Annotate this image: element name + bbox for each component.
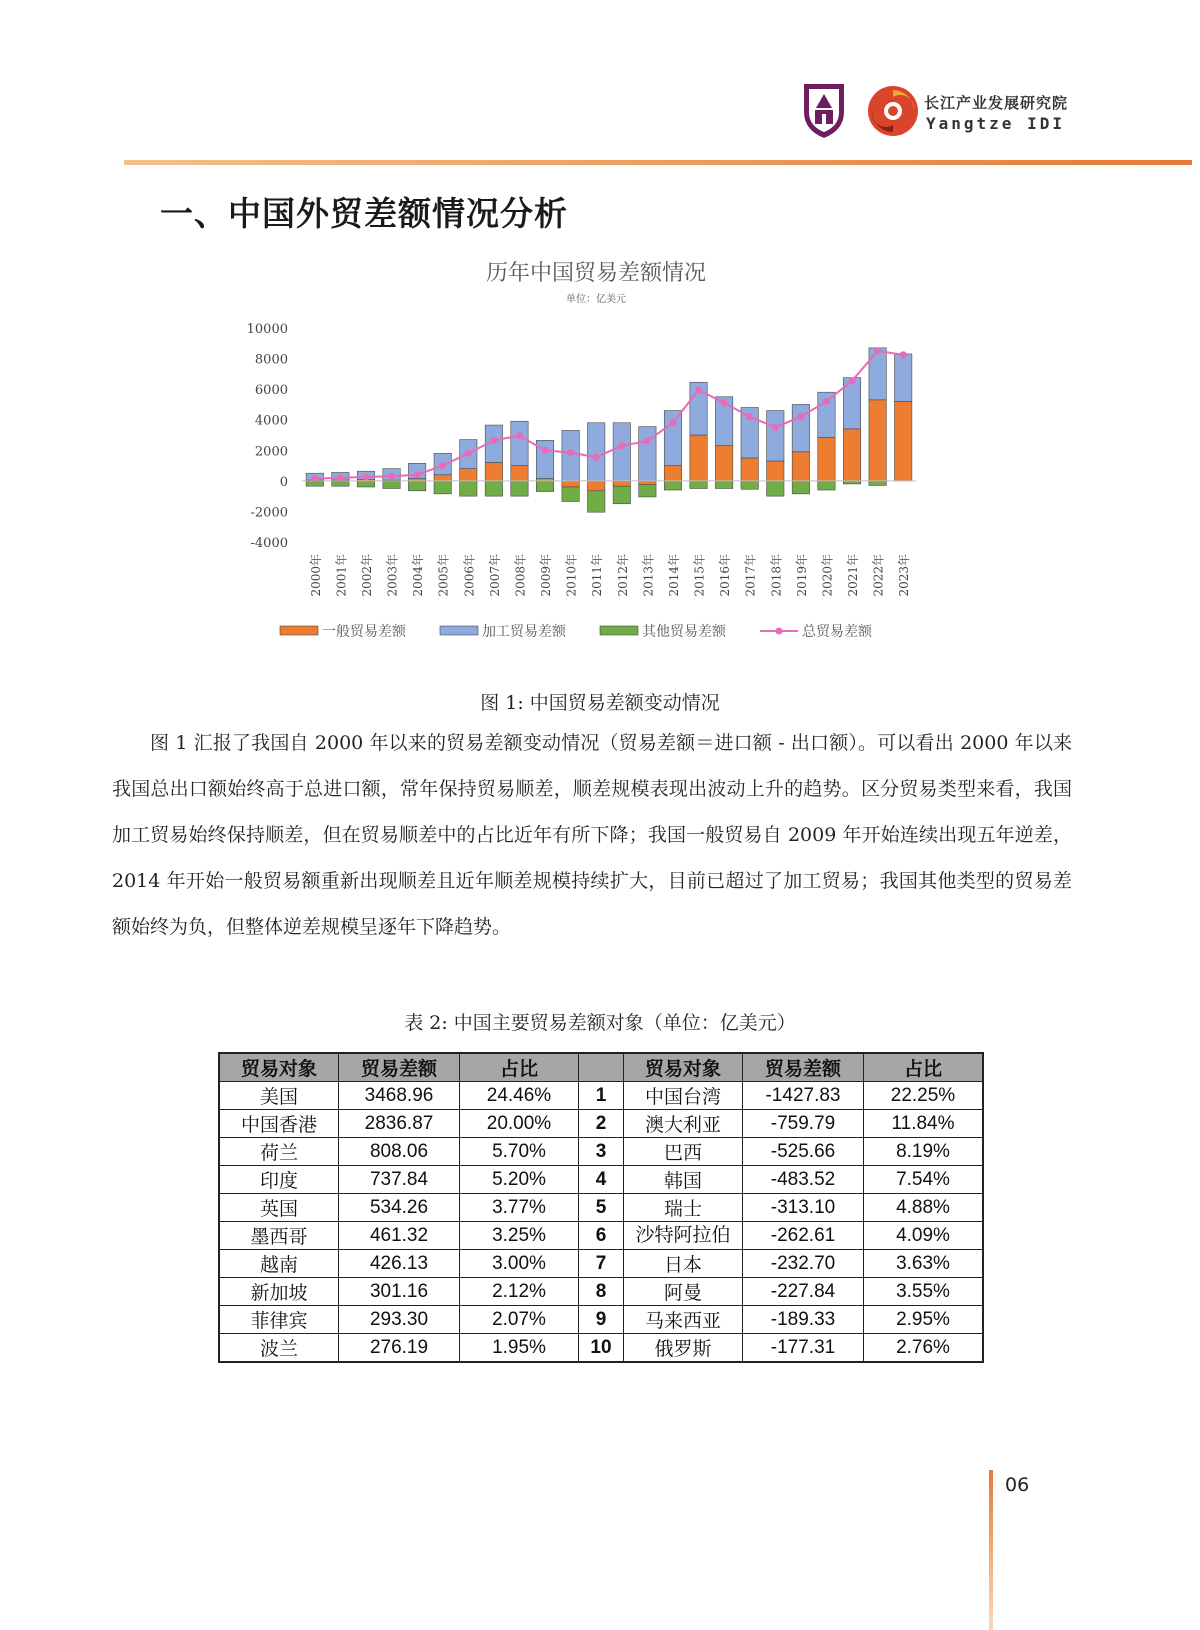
line-point [900, 351, 907, 358]
table-cell: 808.06 [339, 1138, 460, 1166]
table-header-row [219, 1053, 983, 1082]
bar-segment [895, 401, 912, 480]
table-cell: -1427.83 [743, 1082, 864, 1110]
bar-segment [511, 481, 528, 496]
x-tick-label: 2006年 [462, 554, 477, 597]
institute-name-cn: 长江产业发展研究院 [924, 94, 1069, 112]
table-cell: 737.84 [339, 1166, 460, 1194]
bar-segment [434, 475, 451, 481]
table-body [219, 1082, 983, 1363]
table-cell: 菲律宾 [219, 1306, 339, 1334]
table-cell: 6 [579, 1222, 624, 1250]
table-cell: 瑞士 [624, 1194, 743, 1222]
table-row [219, 1306, 983, 1334]
bar-segment [562, 487, 579, 502]
bar-segment [511, 466, 528, 481]
line-point [542, 447, 549, 454]
table-cell: 俄罗斯 [624, 1334, 743, 1363]
table-cell: 5 [579, 1194, 624, 1222]
bar-segment [639, 485, 656, 497]
bar-segment [639, 481, 656, 485]
bar-segment [485, 463, 502, 481]
line-point [414, 471, 421, 478]
table-cell: 4 [579, 1166, 624, 1194]
bar-segment [511, 421, 528, 465]
bar-segment [639, 427, 656, 481]
yangtze-idi-logo-icon [866, 84, 920, 138]
legend-label: 总贸易差额 [802, 624, 872, 640]
x-tick-label: 2020年 [820, 554, 835, 597]
bar-segment [843, 429, 860, 481]
table-cell: 美国 [219, 1082, 339, 1110]
table-cell: 2 [579, 1110, 624, 1138]
y-tick-label: 6000 [254, 383, 288, 399]
table-cell: 3468.96 [339, 1082, 460, 1110]
table-cell: 2.95% [864, 1306, 984, 1334]
bar-segment [613, 423, 630, 481]
bar-segment [767, 461, 784, 481]
line-point [439, 462, 446, 469]
x-tick-label: 2009年 [539, 554, 554, 597]
bar-segment [690, 435, 707, 481]
line-point [337, 474, 344, 481]
total-balance-line [311, 347, 906, 482]
table-cell: 461.32 [339, 1222, 460, 1250]
bar-segment [664, 466, 681, 481]
table-cell: -232.70 [743, 1250, 864, 1278]
section-title: 一、中国外贸差额情况分析 [160, 194, 568, 233]
table-cell: -262.61 [743, 1222, 864, 1250]
x-tick-label: 2005年 [436, 554, 451, 597]
line-point [797, 413, 804, 420]
table-header-cell: 贸易差额 [743, 1053, 864, 1082]
line-point [618, 442, 625, 449]
line-point [516, 432, 523, 439]
page-number-rule [989, 1470, 993, 1630]
bar-segment [664, 481, 681, 490]
table-cell: 4.88% [864, 1194, 984, 1222]
x-tick-label: 2003年 [385, 554, 400, 597]
series-line [315, 351, 903, 479]
x-tick-label: 2019年 [794, 554, 809, 597]
line-point [772, 424, 779, 431]
bar-segment [357, 481, 374, 487]
line-point [593, 454, 600, 461]
y-tick-label: 4000 [254, 413, 288, 429]
table-row [219, 1110, 983, 1138]
bar-segment [715, 481, 732, 489]
legend-swatch [600, 626, 638, 635]
bar-segment [664, 411, 681, 466]
bar-segment [588, 481, 605, 491]
table-cell: -483.52 [743, 1166, 864, 1194]
table-cell: -525.66 [743, 1138, 864, 1166]
page-number: 06 [1005, 1474, 1030, 1496]
x-tick-label: 2014年 [666, 554, 681, 597]
table-cell: 293.30 [339, 1306, 460, 1334]
table-row [219, 1250, 983, 1278]
bar-segment [383, 481, 400, 489]
table-cell: 7 [579, 1250, 624, 1278]
x-tick-label: 2023年 [897, 554, 912, 597]
bar-segment [613, 486, 630, 504]
table-cell: 3.63% [864, 1250, 984, 1278]
x-tick-label: 2022年 [871, 554, 886, 597]
table-cell: 巴西 [624, 1138, 743, 1166]
table-cell: 印度 [219, 1166, 339, 1194]
table-cell: 1.95% [460, 1334, 579, 1363]
bar-segment [485, 481, 502, 496]
x-tick-label: 2016年 [718, 554, 733, 597]
x-tick-label: 2007年 [487, 554, 502, 597]
table-cell: 韩国 [624, 1166, 743, 1194]
x-tick-label: 2021年 [846, 554, 861, 597]
table-cell: 534.26 [339, 1194, 460, 1222]
bar-segment [767, 481, 784, 496]
table-cell: 11.84% [864, 1110, 984, 1138]
figure-caption: 图 1: 中国贸易差额变动情况 [480, 692, 720, 714]
line-point [849, 377, 856, 384]
y-tick-label: -2000 [250, 505, 288, 521]
legend-label: 加工贸易差额 [482, 624, 566, 640]
line-point [695, 386, 702, 393]
table-header-cell: 占比 [460, 1053, 579, 1082]
table-cell: 新加坡 [219, 1278, 339, 1306]
bar-segment [460, 481, 477, 496]
bar-segment [588, 423, 605, 481]
line-point [721, 399, 728, 406]
table-cell: 8.19% [864, 1138, 984, 1166]
table-row [219, 1138, 983, 1166]
x-tick-label: 2017年 [743, 554, 758, 597]
header-divider [124, 160, 1192, 165]
table-cell: -189.33 [743, 1306, 864, 1334]
table-cell: 沙特阿拉伯 [624, 1222, 743, 1250]
line-point [746, 413, 753, 420]
table-cell: 澳大利亚 [624, 1110, 743, 1138]
header-logos [800, 80, 1100, 144]
bar-segment [332, 481, 349, 486]
table-cell: 7.54% [864, 1166, 984, 1194]
bar-segment [715, 446, 732, 481]
line-point [311, 475, 318, 482]
table-cell: 荷兰 [219, 1138, 339, 1166]
table-cell: 日本 [624, 1250, 743, 1278]
x-tick-label: 2011年 [590, 554, 605, 597]
bar-segment [767, 411, 784, 461]
line-point [490, 437, 497, 444]
table-cell: 中国台湾 [624, 1082, 743, 1110]
table-cell: 301.16 [339, 1278, 460, 1306]
table-cell: 5.20% [460, 1166, 579, 1194]
table-cell: 10 [579, 1334, 624, 1363]
table-cell: 波兰 [219, 1334, 339, 1363]
chart-subtitle: 单位：亿美元 [566, 294, 626, 305]
trade-balance-chart [230, 258, 970, 678]
table-header-cell [579, 1053, 624, 1082]
x-tick-label: 2004年 [411, 554, 426, 597]
line-point [644, 438, 651, 445]
chart-bars [306, 348, 912, 512]
bar-segment [741, 481, 758, 489]
chart-legend [280, 623, 873, 640]
bar-segment [741, 458, 758, 481]
table-row [219, 1278, 983, 1306]
y-tick-label: 2000 [254, 444, 288, 460]
bar-segment [792, 481, 809, 494]
table-row [219, 1334, 983, 1363]
x-tick-label: 2018年 [769, 554, 784, 597]
table-cell: 中国香港 [219, 1110, 339, 1138]
table-cell: 276.19 [339, 1334, 460, 1363]
bar-segment [408, 481, 425, 491]
table-cell: 2.12% [460, 1278, 579, 1306]
x-tick-label: 2000年 [308, 554, 323, 597]
bar-segment [869, 400, 886, 481]
table-row [219, 1194, 983, 1222]
bar-segment [690, 481, 707, 489]
line-point [567, 449, 574, 456]
line-point [362, 474, 369, 481]
table-cell: 3.25% [460, 1222, 579, 1250]
table-cell: 20.00% [460, 1110, 579, 1138]
y-tick-label: 10000 [246, 322, 288, 337]
x-tick-label: 2012年 [615, 554, 630, 597]
chart-title: 历年中国贸易差额情况 [485, 261, 707, 286]
x-tick-label: 2013年 [641, 554, 656, 597]
legend-swatch [280, 626, 318, 635]
table-caption: 表 2: 中国主要贸易差额对象（单位：亿美元） [404, 1012, 796, 1034]
table-header-cell: 占比 [864, 1053, 984, 1082]
line-point [823, 398, 830, 405]
trade-partners-table [218, 1052, 984, 1363]
x-tick-label: 2008年 [513, 554, 528, 597]
line-point [388, 473, 395, 480]
body-paragraph: 图 1 汇报了我国自 2000 年以来的贸易差额变动情况（贸易差额＝进口额 - 出口额）。可以看出 2000 年以来我国总出口额始终高于总进口额，常年保持贸易顺差，顺差规模表现出波动上升的趋势。区分贸易类型来看，我国加工贸易始终保持顺差，但在贸易顺差中的占比近年有所下降；我国一般贸易自 2009 年开始连续出现五年逆差，2014 年开始一般贸易额重新出现顺差且近年顺差规模持续扩大，目前已超过了加工贸易；我国其他类型的贸易差额始终为负，但整体逆差规模呈逐年下降趋势。 [112, 732, 1072, 938]
table-header-cell: 贸易差额 [339, 1053, 460, 1082]
bar-segment [792, 404, 809, 451]
table-cell: 4.09% [864, 1222, 984, 1250]
x-tick-label: 2002年 [359, 554, 374, 597]
table-cell: -227.84 [743, 1278, 864, 1306]
table-cell: 3.00% [460, 1250, 579, 1278]
table-cell: 英国 [219, 1194, 339, 1222]
bar-segment [818, 481, 835, 490]
y-axis [247, 322, 288, 551]
table-cell: 马来西亚 [624, 1306, 743, 1334]
table-cell: 426.13 [339, 1250, 460, 1278]
line-point [874, 347, 881, 354]
institute-name-en: Yangtze IDI [926, 114, 1065, 133]
bar-segment [460, 469, 477, 481]
legend-label: 其他贸易差额 [642, 624, 726, 640]
table-cell: 2.76% [864, 1334, 984, 1363]
bar-segment [792, 452, 809, 481]
table-cell: 22.25% [864, 1082, 984, 1110]
bar-segment [536, 481, 553, 492]
y-tick-label: 0 [279, 474, 288, 490]
legend-marker [776, 628, 783, 635]
bar-segment [588, 491, 605, 512]
y-tick-label: -4000 [250, 536, 288, 551]
bar-segment [613, 481, 630, 486]
table-cell: 阿曼 [624, 1278, 743, 1306]
table-row [219, 1082, 983, 1110]
x-tick-label: 2015年 [692, 554, 707, 597]
table-header-cell: 贸易对象 [219, 1053, 339, 1082]
bar-segment [562, 481, 579, 487]
table-cell: 8 [579, 1278, 624, 1306]
university-shield-icon [800, 80, 848, 140]
table-row [219, 1166, 983, 1194]
table-cell: 越南 [219, 1250, 339, 1278]
table-cell: -177.31 [743, 1334, 864, 1363]
table-cell: 9 [579, 1306, 624, 1334]
table-header-cell: 贸易对象 [624, 1053, 743, 1082]
line-point [465, 450, 472, 457]
x-tick-label: 2001年 [334, 554, 349, 597]
line-point [669, 419, 676, 426]
bar-segment [434, 481, 451, 494]
x-axis [308, 554, 911, 597]
table-cell: 1 [579, 1082, 624, 1110]
table-cell: 3.55% [864, 1278, 984, 1306]
bar-segment [869, 481, 886, 486]
legend-label: 一般贸易差额 [322, 624, 406, 640]
table-cell: 2.07% [460, 1306, 579, 1334]
table-cell: 2836.87 [339, 1110, 460, 1138]
table-cell: 墨西哥 [219, 1222, 339, 1250]
legend-swatch [440, 626, 478, 635]
bar-segment [895, 354, 912, 401]
bar-segment [818, 437, 835, 481]
table-row [219, 1222, 983, 1250]
x-tick-label: 2010年 [564, 554, 579, 597]
table-cell: -313.10 [743, 1194, 864, 1222]
y-tick-label: 8000 [254, 352, 288, 368]
table-cell: 5.70% [460, 1138, 579, 1166]
table-cell: -759.79 [743, 1110, 864, 1138]
table-cell: 3.77% [460, 1194, 579, 1222]
bar-segment [869, 348, 886, 400]
table-cell: 3 [579, 1138, 624, 1166]
table-cell: 24.46% [460, 1082, 579, 1110]
